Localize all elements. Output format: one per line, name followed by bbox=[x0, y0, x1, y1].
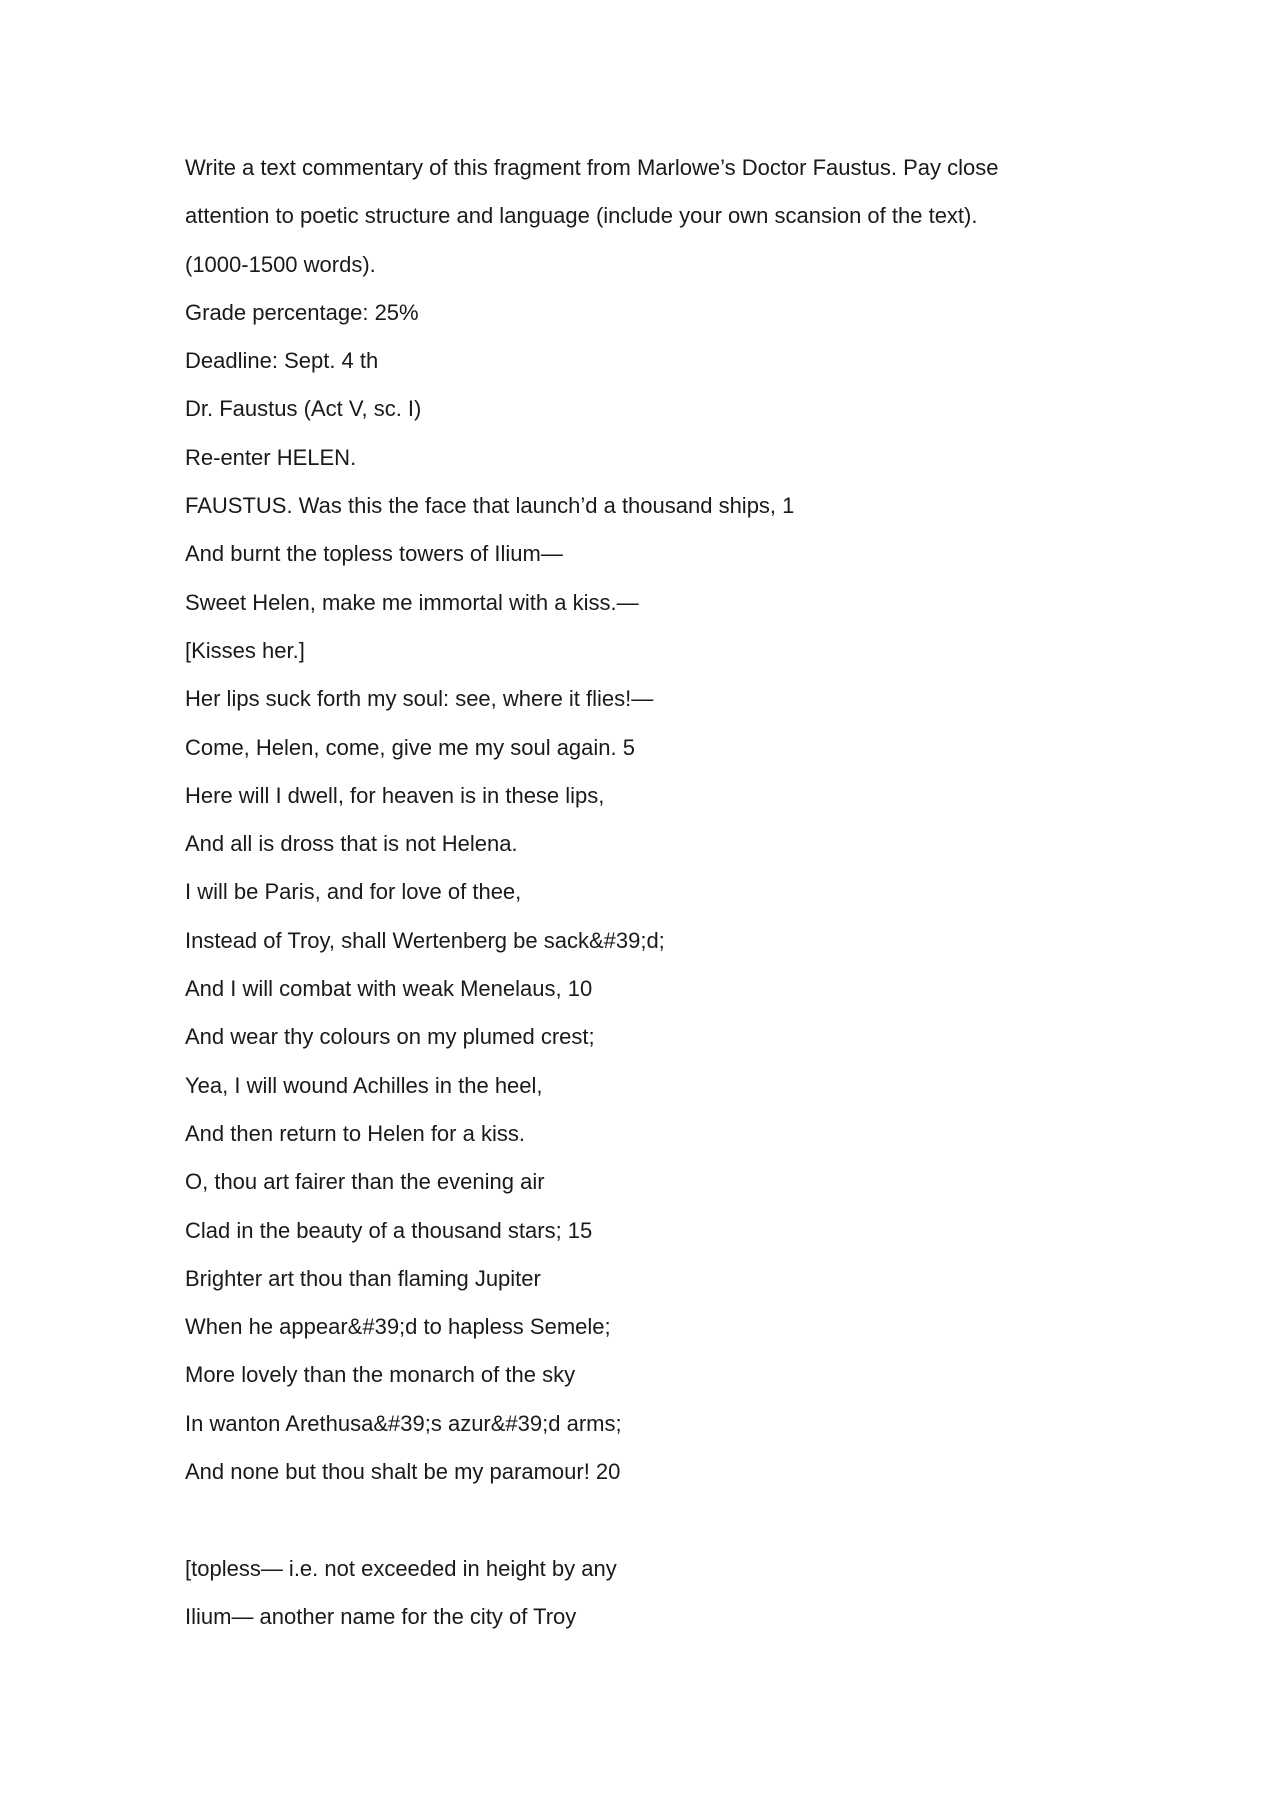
assignment-prompt-line-3: (1000-1500 words). bbox=[185, 251, 376, 277]
glossary-notes bbox=[185, 1545, 1085, 1642]
note-topless: [topless— i.e. not exceeded in height by any bbox=[185, 1555, 617, 1581]
poem-line: I will be Paris, and for love of thee, bbox=[185, 879, 522, 905]
document-body bbox=[185, 144, 1085, 1641]
stage-direction: Re-enter HELEN. bbox=[185, 444, 357, 470]
grade-percentage: Grade percentage: 25% bbox=[185, 299, 419, 325]
poem-line: Her lips suck forth my soul: see, where it flies!— bbox=[185, 686, 654, 712]
poem-line: Instead of Troy, shall Wertenberg be sack&#39;d; bbox=[185, 927, 665, 953]
blank-line bbox=[185, 1496, 1085, 1544]
poem-line: When he appear&#39;d to hapless Semele; bbox=[185, 1314, 611, 1340]
poem-line: And wear thy colours on my plumed crest; bbox=[185, 1024, 595, 1050]
poem-line: And burnt the topless towers of Ilium— bbox=[185, 541, 563, 567]
poem-line: And then return to Helen for a kiss. bbox=[185, 1120, 525, 1146]
poem-line: [Kisses her.] bbox=[185, 637, 305, 663]
poem-line: FAUSTUS. Was this the face that launch’d a thousand ships, 1 bbox=[185, 493, 795, 519]
assignment-prompt-line-1: Write a text commentary of this fragment from Marlowe’s Doctor Faustus. Pay close bbox=[185, 155, 999, 180]
poem-line: Brighter art thou than flaming Jupiter bbox=[185, 1265, 541, 1291]
note-ilium: Ilium— another name for the city of Troy bbox=[185, 1603, 577, 1629]
poem-line: Sweet Helen, make me immortal with a kiss.— bbox=[185, 589, 639, 615]
assignment-prompt-line-2: attention to poetic structure and language (include your own scansion of the text). bbox=[185, 203, 978, 229]
poem-line: More lovely than the monarch of the sky bbox=[185, 1362, 576, 1388]
poem-line: And none but thou shalt be my paramour! 20 bbox=[185, 1459, 621, 1485]
poem-line: Come, Helen, come, give me my soul again. 5 bbox=[185, 734, 635, 760]
deadline: Deadline: Sept. 4 th bbox=[185, 348, 379, 374]
poem-line: O, thou art fairer than the evening air bbox=[185, 1169, 545, 1195]
poem-line: And I will combat with weak Menelaus, 10 bbox=[185, 976, 593, 1002]
poem-excerpt bbox=[185, 482, 1085, 1496]
poem-line: Yea, I will wound Achilles in the heel, bbox=[185, 1072, 543, 1098]
excerpt-source: Dr. Faustus (Act V, sc. I) bbox=[185, 396, 422, 422]
poem-line: And all is dross that is not Helena. bbox=[185, 831, 518, 857]
poem-line: Here will I dwell, for heaven is in these lips, bbox=[185, 782, 605, 808]
poem-line: In wanton Arethusa&#39;s azur&#39;d arms; bbox=[185, 1410, 622, 1436]
poem-line: Clad in the beauty of a thousand stars; 15 bbox=[185, 1217, 593, 1243]
